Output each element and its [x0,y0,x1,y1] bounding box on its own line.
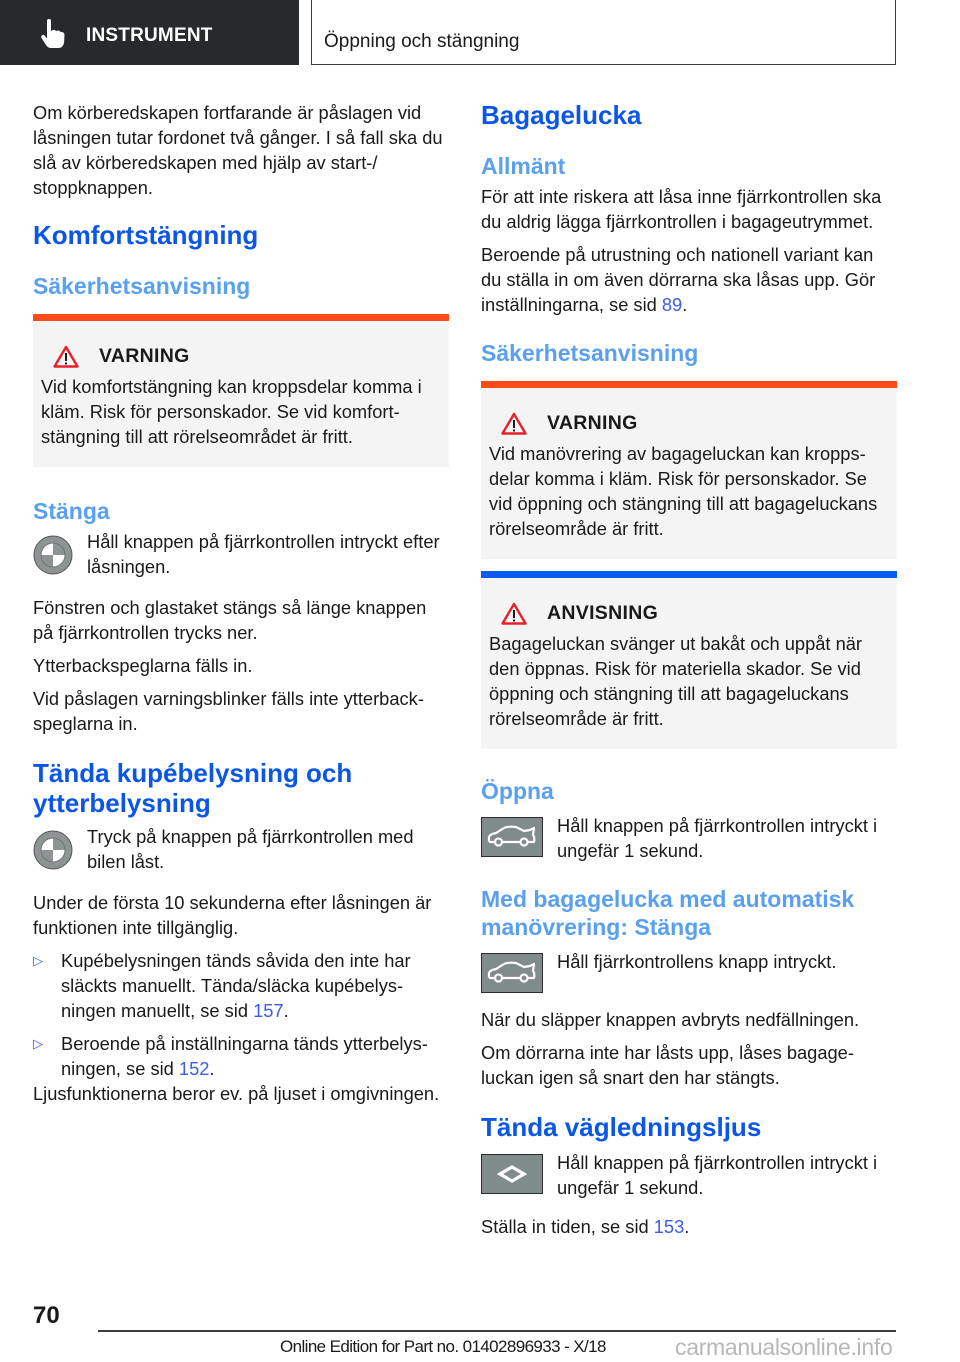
bmw-key-button-icon [33,830,73,870]
hand-pointer-icon [40,19,66,49]
notice-label: ANVISNING [547,602,659,624]
paragraph-general-1: För att inte riskera att låsa inne fjärrkontrollen ska du aldrig lägga fjärrkontrollen i bagageutrymmet. [481,186,882,232]
page-link-89[interactable]: 89 [661,294,683,315]
heading-guide-light: Tända vägledningsljus [481,1112,762,1142]
guide-light-text: Håll knappen på fjärrkontrollen intryckt i ungefär 1 sekund. [557,1152,878,1198]
notice-text: Bagageluckan svänger ut bakåt och uppåt när den öppnas. Risk för materiella skador. Se vid öppning och stängning till att bagageluckans rörelseområde är fritt. [489,633,862,729]
stanga-text: Håll knappen på fjärrkontrollen intryckt efter låsningen. [87,531,440,577]
page-link-157[interactable]: 157 [253,1000,284,1021]
warning-label: VARNING [99,345,190,367]
heading-auto-close: Med bagagelucka med automatisk manövrering: Stänga [481,886,855,940]
page-link-152[interactable]: 152 [178,1058,210,1079]
page-link-153[interactable]: 153 [653,1216,685,1237]
heading-light: Tända kupébelysning och ytterbelysning [33,758,353,818]
section-tab [311,0,896,65]
stanga-instruction [33,529,449,579]
open-text: Håll knappen på fjärrkontrollen intryckt i ungefär 1 sekund. [557,815,878,861]
heading-sakerhetsanvisning: Säkerhetsanvisning [481,340,699,366]
diamond-key-button-icon [481,1154,543,1194]
heading-allmant: Allmänt [481,153,566,179]
heading-oppna: Öppna [481,778,554,804]
paragraph-set-time: Ställa in tiden, se sid 153. [481,1216,690,1237]
warning-triangle-icon [53,345,79,368]
list-item: ▷ Beroende på inställningarna tänds ytterbelysningen, se sid 152. [33,1033,428,1079]
page-number: 70 [33,1302,60,1329]
heading-stanga: Stänga [33,498,110,524]
triangle-bullet-icon: ▷ [33,953,43,968]
paragraph-ambient: Ljusfunktionerna beror ev. på ljuset i omgivningen. [33,1083,440,1104]
heading-bagagelucka: Bagagelucka [481,100,642,130]
footer-divider [98,1330,896,1332]
paragraph-relock: Om dörrarna inte har låsts upp, låses bagageluckan igen så snart den har stängts. [481,1042,854,1088]
paragraph-general-2: Beroende på utrustning och nationell variant kan du ställa in om även dörrarna ska låsas upp. Gör inställningarna, se sid 89. [481,244,876,315]
auto-close-instruction [481,949,897,993]
chapter-title: INSTRUMENT [86,24,213,46]
open-instruction [481,813,897,863]
light-instruction [33,824,449,874]
warning-text: Vid manövrering av bagageluckan kan kroppsdelar komma i kläm. Risk för personskador. Se vid öppning och stängning till att bagageluckans rörelseområde är fritt. [489,443,878,539]
light-bullet-list [33,948,449,1081]
warning-box [33,314,449,467]
chapter-tab [0,0,299,65]
watermark: carmanualsonline.info [675,1334,893,1360]
edition-note: Online Edition for Part no. 01402896933 - X/18 [280,1337,606,1356]
guide-light-instruction [481,1150,897,1200]
heading-sakerhetsanvisning: Säkerhetsanvisning [33,273,251,299]
warning-triangle-icon [501,412,527,435]
heading-komfortstangning: Komfortstängning [33,220,259,250]
auto-close-text: Håll fjärrkontrollens knapp intryckt. [557,951,837,972]
light-text: Tryck på knappen på fjärrkontrollen med bilen låst. [87,826,414,872]
triangle-bullet-icon: ▷ [33,1036,43,1051]
right-column [481,100,897,1247]
trunk-key-button-icon [481,817,543,857]
warning-text: Vid komfortstängning kan kroppsdelar komma i kläm. Risk för personskador. Se vid komfortstängning till att rörelseområdet är fritt. [41,376,422,447]
notice-box [481,571,897,749]
left-column [33,100,449,1114]
section-title: Öppning och stängning [324,31,520,52]
paragraph-mirrors: Ytterbackspeglarna fälls in. [33,655,253,676]
trunk-key-button-icon [481,953,543,993]
paragraph-windows: Fönstren och glastaket stängs så länge knappen på fjärrkontrollen trycks ner. [33,597,427,643]
intro-paragraph: Om körberedskapen fortfarande är påslagen vid låsningen tutar fordonet två gånger. I så fall ska du slå av körberedskapen med hjälp av start-/ stoppknappen. [33,102,443,198]
list-item: ▷ Kupébelysningen tänds såvida den inte har släckts manuellt. Tända/släcka kupébelysningen manuellt, se sid 157. [33,950,411,1021]
paragraph-hazard: Vid påslagen varningsblinker fälls inte ytterbackspeglarna in. [33,688,424,734]
paragraph-release: När du släpper knappen avbryts nedfällningen. [481,1009,860,1030]
warning-label: VARNING [547,412,638,434]
warning-triangle-icon [501,602,527,625]
bmw-key-button-icon [33,535,73,575]
paragraph-delay: Under de första 10 sekunderna efter låsningen är funktionen inte tillgänglig. [33,892,432,938]
warning-box [481,381,897,559]
